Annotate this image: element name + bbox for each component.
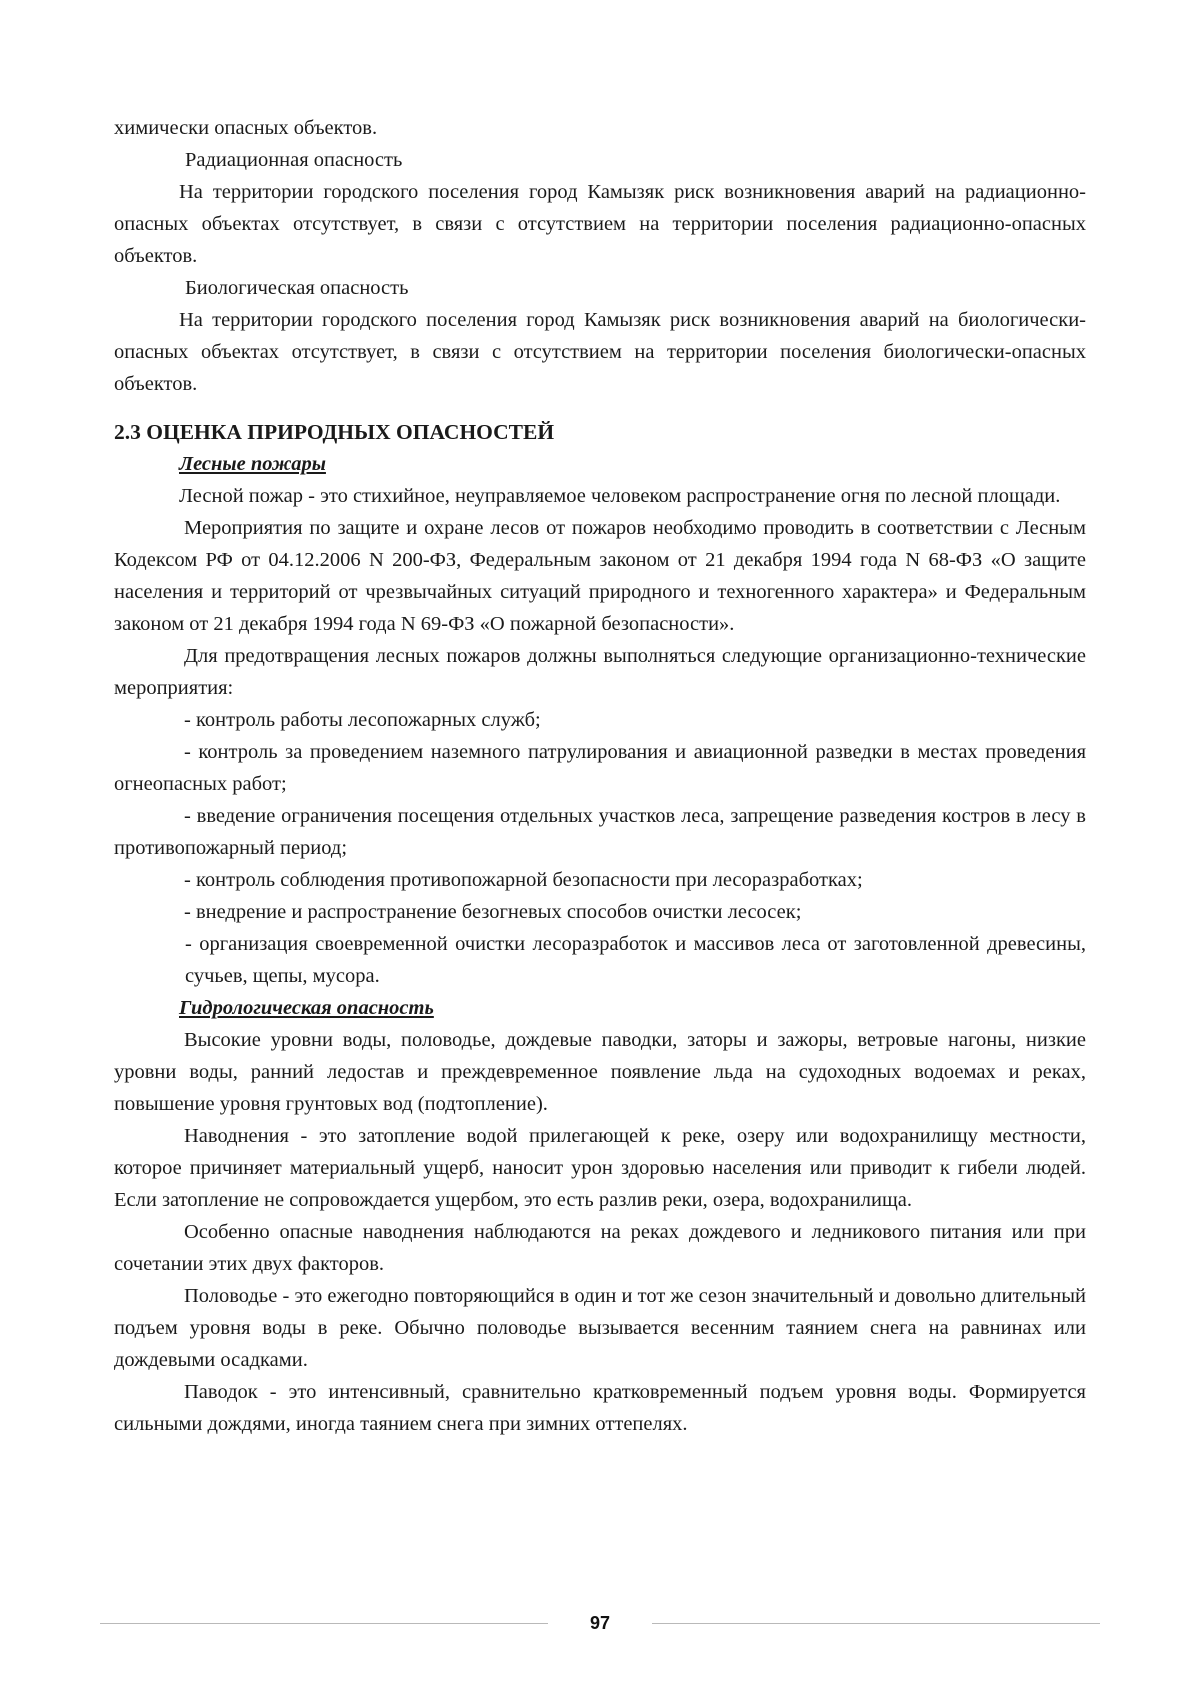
paragraph-radiation: На территории городского поселения город Камызяк риск возникновения аварий на радиационно-опасных объектах отсутствует, в связи с отсутствием на территории поселения радиационно-опасных объектов. (114, 181, 1086, 267)
document-body (114, 112, 1086, 1440)
subheading-biological-hazard: Биологическая опасность (185, 277, 409, 299)
paragraph-hydrological-phenomena: Высокие уровни воды, половодье, дождевые паводки, заторы и зажоры, ветровые нагоны, низкие уровни воды, ранний ледостав и преждевременное появление льда на судоходных водоемах и реках, повышение уровня грунтовых вод (подтопление). (114, 1029, 1086, 1115)
page-footer (100, 1608, 1100, 1638)
list-item: - контроль соблюдения противопожарной безопасности при лесоразработках; (184, 869, 863, 891)
subheading-hydrological-hazard: Гидрологическая опасность (179, 997, 434, 1019)
footer-divider-right (652, 1623, 1100, 1624)
paragraph-high-water: Половодье - это ежегодно повторяющийся в один и тот же сезон значительный и довольно длительный подъем уровня воды в реке. Обычно половодье вызывается весенним таянием снега на равнинах или дождевыми осадками. (114, 1285, 1086, 1371)
section-heading: 2.3 ОЦЕНКА ПРИРОДНЫХ ОПАСНОСТЕЙ (114, 420, 555, 444)
list-item: - внедрение и распространение безогневых способов очистки лесосек; (184, 901, 802, 923)
paragraph-flash-flood: Паводок - это интенсивный, сравнительно кратковременный подъем уровня воды. Формируется сильными дождями, иногда таянием снега при зимних оттепелях. (114, 1381, 1086, 1435)
subheading-forest-fires: Лесные пожары (179, 453, 326, 475)
paragraph-biological: На территории городского поселения город Камызяк риск возникновения аварий на биологически-опасных объектах отсутствует, в связи с отсутствием на территории поселения биологически-опасных объектов. (114, 309, 1086, 395)
paragraph-continuation: химически опасных объектов. (114, 117, 378, 139)
list-item: - контроль работы лесопожарных служб; (184, 709, 541, 731)
footer-divider-left (100, 1623, 548, 1624)
list-item: - контроль за проведением наземного патрулирования и авиационной разведки в местах проведения огнеопасных работ; (114, 741, 1086, 795)
list-item: - введение ограничения посещения отдельных участков леса, запрещение разведения костров в лесу в противопожарный период; (114, 805, 1086, 859)
subheading-radiation-hazard: Радиационная опасность (185, 149, 403, 171)
page-number: 97 (589, 1613, 611, 1633)
paragraph-floods-definition: Наводнения - это затопление водой прилегающей к реке, озеру или водохранилищу местности, которое причиняет материальный ущерб, наносит урон здоровью населения или приводит к гибели людей. Если затопление не сопровождается ущербом, это есть разлив реки, озера, водохранилища. (114, 1125, 1086, 1211)
paragraph-forest-protection-law: Мероприятия по защите и охране лесов от пожаров необходимо проводить в соответствии с Лесным Кодексом РФ от 04.12.2006 N 200-ФЗ, Федеральным законом от 21 декабря 1994 года N 68-ФЗ «О защите населения и территорий от чрезвычайных ситуаций природного и техногенного характера» и Федеральным законом от 21 декабря 1994 года N 69-ФЗ «О пожарной безопасности». (114, 517, 1086, 635)
paragraph-prevention-measures: Для предотвращения лесных пожаров должны выполняться следующие организационно-технические мероприятия: (114, 645, 1086, 699)
list-item: - организация своевременной очистки лесоразработок и массивов леса от заготовленной древесины, сучьев, щепы, мусора. (185, 933, 1086, 987)
paragraph-dangerous-floods: Особенно опасные наводнения наблюдаются на реках дождевого и ледникового питания или при сочетании этих двух факторов. (114, 1221, 1086, 1275)
paragraph-forest-fire-definition: Лесной пожар - это стихийное, неуправляемое человеком распространение огня по лесной площади. (179, 485, 1061, 507)
